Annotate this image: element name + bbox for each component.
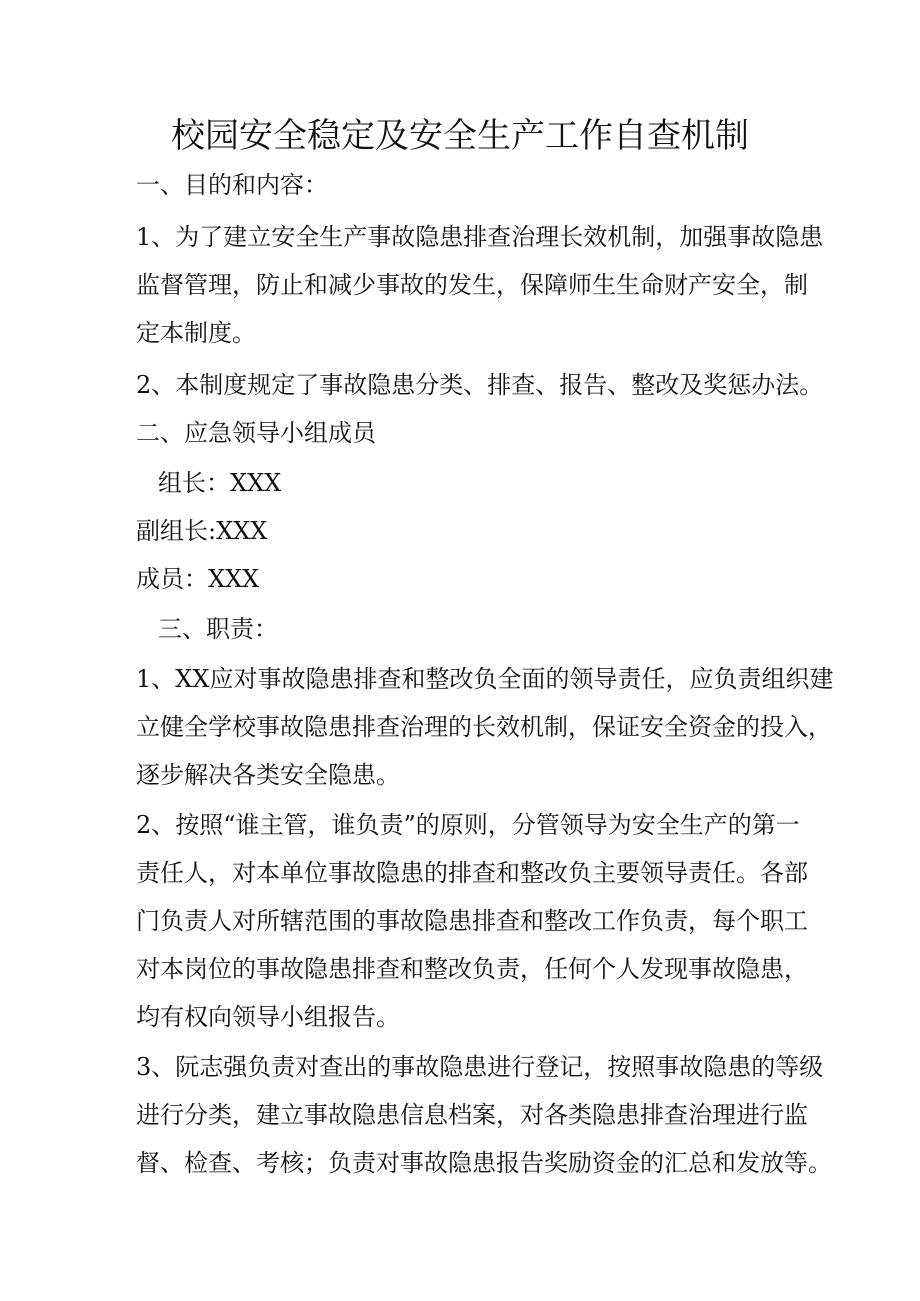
paragraph-line: 逐步解决各类安全隐患。: [136, 761, 400, 789]
paragraph-line: 督、检查、考核；负责对事故隐患报告奖励资金的汇总和发放等。: [136, 1149, 832, 1177]
paragraph-line: 监督管理，防止和减少事故的发生，保障师生生命财产安全，制: [136, 271, 808, 299]
paragraph-line: 2、按照“谁主管，谁负责”的原则，分管领导为安全生产的第一: [136, 811, 800, 839]
paragraph-line: 门负责人对所辖范围的事故隐患排查和整改工作负责，每个职工: [136, 907, 808, 935]
member-line: 成员：XXX: [136, 565, 260, 593]
section-heading-purpose: 一、目的和内容：: [136, 171, 328, 199]
paragraph-line: 均有权向领导小组报告。: [136, 1003, 400, 1031]
document-title: 校园安全稳定及安全生产工作自查机制: [171, 116, 749, 156]
section-heading-duties: 三、职责：: [158, 615, 278, 643]
paragraph-line: 3、阮志强负责对查出的事故隐患进行登记，按照事故隐患的等级: [136, 1053, 824, 1081]
section-heading-leadership: 二、应急领导小组成员: [136, 419, 376, 447]
paragraph-line: 1、XX应对事故隐患排查和整改负全面的领导责任，应负责组织建: [136, 665, 834, 693]
paragraph-line: 对本岗位的事故隐患排查和整改负责，任何个人发现事故隐患，: [136, 955, 808, 983]
paragraph-line: 立健全学校事故隐患排查治理的长效机制，保证安全资金的投入，: [136, 713, 832, 741]
paragraph-line: 1、为了建立安全生产事故隐患排查治理长效机制，加强事故隐患: [136, 223, 824, 251]
paragraph-line: 进行分类，建立事故隐患信息档案，对各类隐患排查治理进行监: [136, 1101, 808, 1129]
paragraph-line: 定本制度。: [136, 319, 256, 347]
deputy-leader-line: 副组长:XXX: [136, 517, 268, 545]
leader-line: 组长：XXX: [158, 469, 282, 497]
paragraph-line: 2、本制度规定了事故隐患分类、排查、报告、整改及奖惩办法。: [136, 371, 824, 399]
paragraph-line: 责任人，对本单位事故隐患的排查和整改负主要领导责任。各部: [136, 859, 808, 887]
